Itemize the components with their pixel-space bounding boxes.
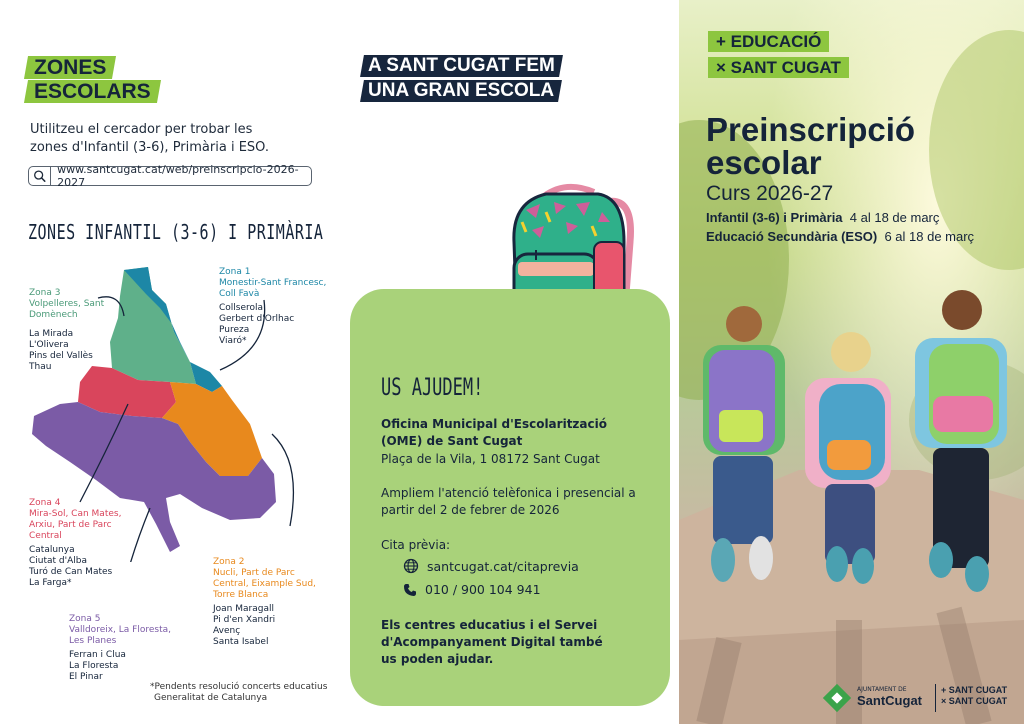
council-logo-name: SantCugat — [857, 693, 922, 708]
campaign-logo: + SANT CUGAT × SANT CUGAT — [941, 685, 1008, 706]
phone-number[interactable]: 010 / 900 104 941 — [425, 582, 541, 597]
office-name: Oficina Municipal d'Escolarització (OME) de Sant Cugat — [381, 417, 607, 448]
council-logo-small: AJUNTAMENT DE — [857, 686, 907, 693]
footer-logos — [679, 676, 1024, 724]
council-logo-icon — [821, 682, 853, 714]
zones-intro-text: Utilitzeu el cercador per trobar les zones d'Infantil (3-6), Primària i ESO. — [30, 122, 269, 155]
zones-title-line2: ESCOLARS — [24, 80, 161, 103]
zone3-area — [110, 267, 196, 384]
search-url-box[interactable] — [28, 163, 312, 189]
zone5-label: Zona 5 Valldoreix, La Floresta, Les Planes Ferran i Clua La Floresta El Pinar — [69, 614, 171, 682]
cover-badge-educacio: + EDUCACIÓ — [708, 31, 829, 52]
map-title: ZONES INFANTIL (3-6) I PRIMÀRIA — [28, 220, 324, 245]
attention-note: Ampliem l'atenció telèfonica i presencial a partir del 2 de febrer de 2026 — [381, 486, 636, 517]
cover-title: Preinscripció escolar — [706, 111, 916, 181]
phone-row[interactable] — [403, 582, 541, 597]
search-url[interactable]: www.santcugat.cat/web/preinscripcio-2026-2027 — [57, 163, 299, 189]
zone1-label: Zona 1 Monestir-Sant Francesc, Coll Favà Collserola Gerbert d'Orlhac Pureza Viaró* — [219, 267, 327, 346]
globe-icon — [403, 558, 419, 574]
appointment-label: Cita prèvia: — [381, 538, 451, 552]
closing-text: Els centres educatius i el Servei d'Acompanyament Digital també us poden ajudar. — [381, 618, 603, 666]
zone3-label: Zona 3 Volpelleres, Sant Domènech La Mirada L'Olivera Pins del Vallès Thau — [29, 288, 105, 372]
zones-title-line1: ZONES — [24, 56, 116, 79]
cover-badge-santcugat: × SANT CUGAT — [708, 57, 849, 78]
appointment-link-row[interactable] — [403, 558, 579, 574]
arrow-zone2 — [272, 434, 293, 526]
search-icon — [33, 169, 46, 183]
zone4-label: Zona 4 Mira-Sol, Can Mates, Arxiu, Part de Parc Central Catalunya Ciutat d'Alba Turó de Can Mates La Farga* — [29, 498, 122, 588]
cover-photo — [679, 0, 1024, 724]
help-title: US AJUDEM! — [381, 374, 484, 402]
appointment-url[interactable]: santcugat.cat/citaprevia — [427, 558, 579, 574]
zone2-label: Zona 2 Nucli, Part de Parc Central, Eixample Sud, Torre Blanca Joan Maragall Pi d'en Xandri Avenç Santa Isabel — [213, 557, 316, 647]
slogan-line2: UNA GRAN ESCOLA — [360, 80, 562, 102]
office-address: Plaça de la Vila, 1 08172 Sant Cugat — [381, 452, 600, 466]
logo-divider — [935, 684, 936, 712]
cover-dates-primary: Infantil (3-6) i Primària 4 al 18 de març — [706, 210, 940, 225]
cover-course: Curs 2026-27 — [706, 182, 834, 205]
footnote: *Pendents resolució concerts educatius Generalitat de Catalunya — [150, 682, 328, 703]
cover-dates-eso: Educació Secundària (ESO) 6 al 18 de març — [706, 229, 975, 244]
slogan-line1: A SANT CUGAT FEM — [360, 55, 563, 77]
phone-icon — [403, 583, 417, 597]
